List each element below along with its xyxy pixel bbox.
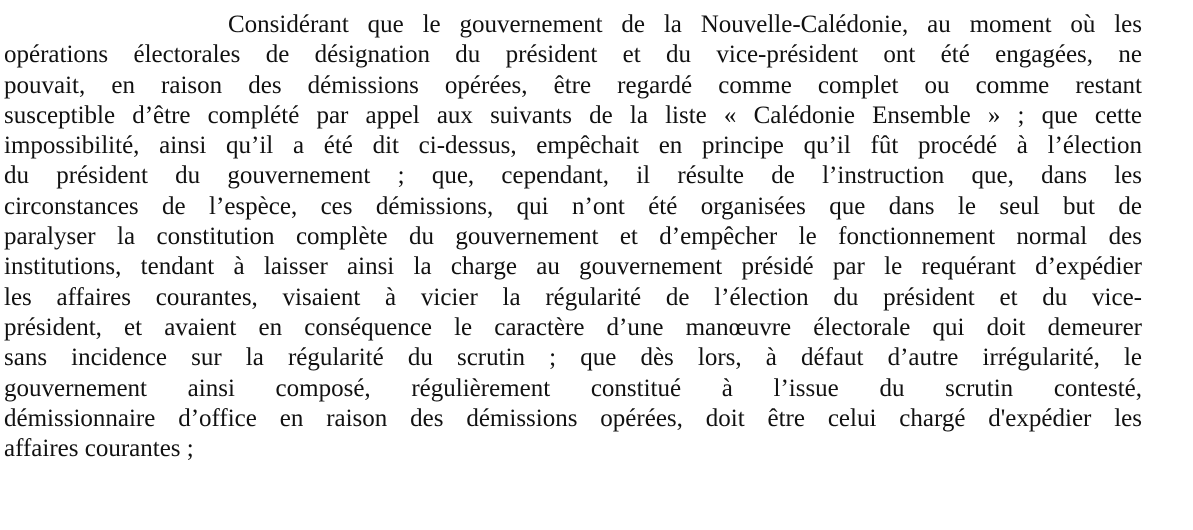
paragraph-line: président, et avaient en conséquence le caractère d’une manœuvre électorale qui doit demeurer	[4, 313, 1142, 341]
paragraph-line: Considérant que le gouvernement de la Nouvelle-Calédonie, au moment où les	[228, 11, 1142, 38]
paragraph-line: institutions, tendant à laisser ainsi la charge au gouvernement présidé par le requérant d’expédier	[4, 253, 1142, 281]
paragraph-line: circonstances de l’espèce, ces démissions, qui n’ont été organisées que dans le seul but de	[4, 192, 1142, 220]
paragraph-line: susceptible d’être complété par appel aux suivants de la liste « Calédonie Ensemble » ; que cette	[4, 101, 1142, 129]
paragraph-line: pouvait, en raison des démissions opérées, être regardé comme complet ou comme restant	[4, 71, 1142, 99]
paragraph-line: paralyser la constitution complète du gouvernement et d’empêcher le fonctionnement normal des	[4, 223, 1142, 251]
paragraph-line: gouvernement ainsi composé, régulièrement constitué à l’issue du scrutin contesté,	[4, 374, 1142, 402]
paragraph-line: du président du gouvernement ; que, cependant, il résulte de l’instruction que, dans les	[4, 162, 1142, 190]
paragraph-line: impossibilité, ainsi qu’il a été dit ci-dessus, empêchait en principe qu’il fût procédé à l’élection	[4, 132, 1142, 160]
document-page	[4, 0, 1142, 530]
paragraph-line: opérations électorales de désignation du président et du vice-président ont été engagées, ne	[4, 41, 1142, 69]
paragraph-line: les affaires courantes, visaient à vicier la régularité de l’élection du président et du vice-	[4, 283, 1142, 311]
paragraph-line: sans incidence sur la régularité du scrutin ; que dès lors, à défaut d’autre irrégularité, le	[4, 344, 1142, 372]
paragraph-line: affaires courantes ;	[4, 435, 194, 463]
paragraph-line: démissionnaire d’office en raison des démissions opérées, doit être celui chargé d'expédier les	[4, 404, 1142, 432]
